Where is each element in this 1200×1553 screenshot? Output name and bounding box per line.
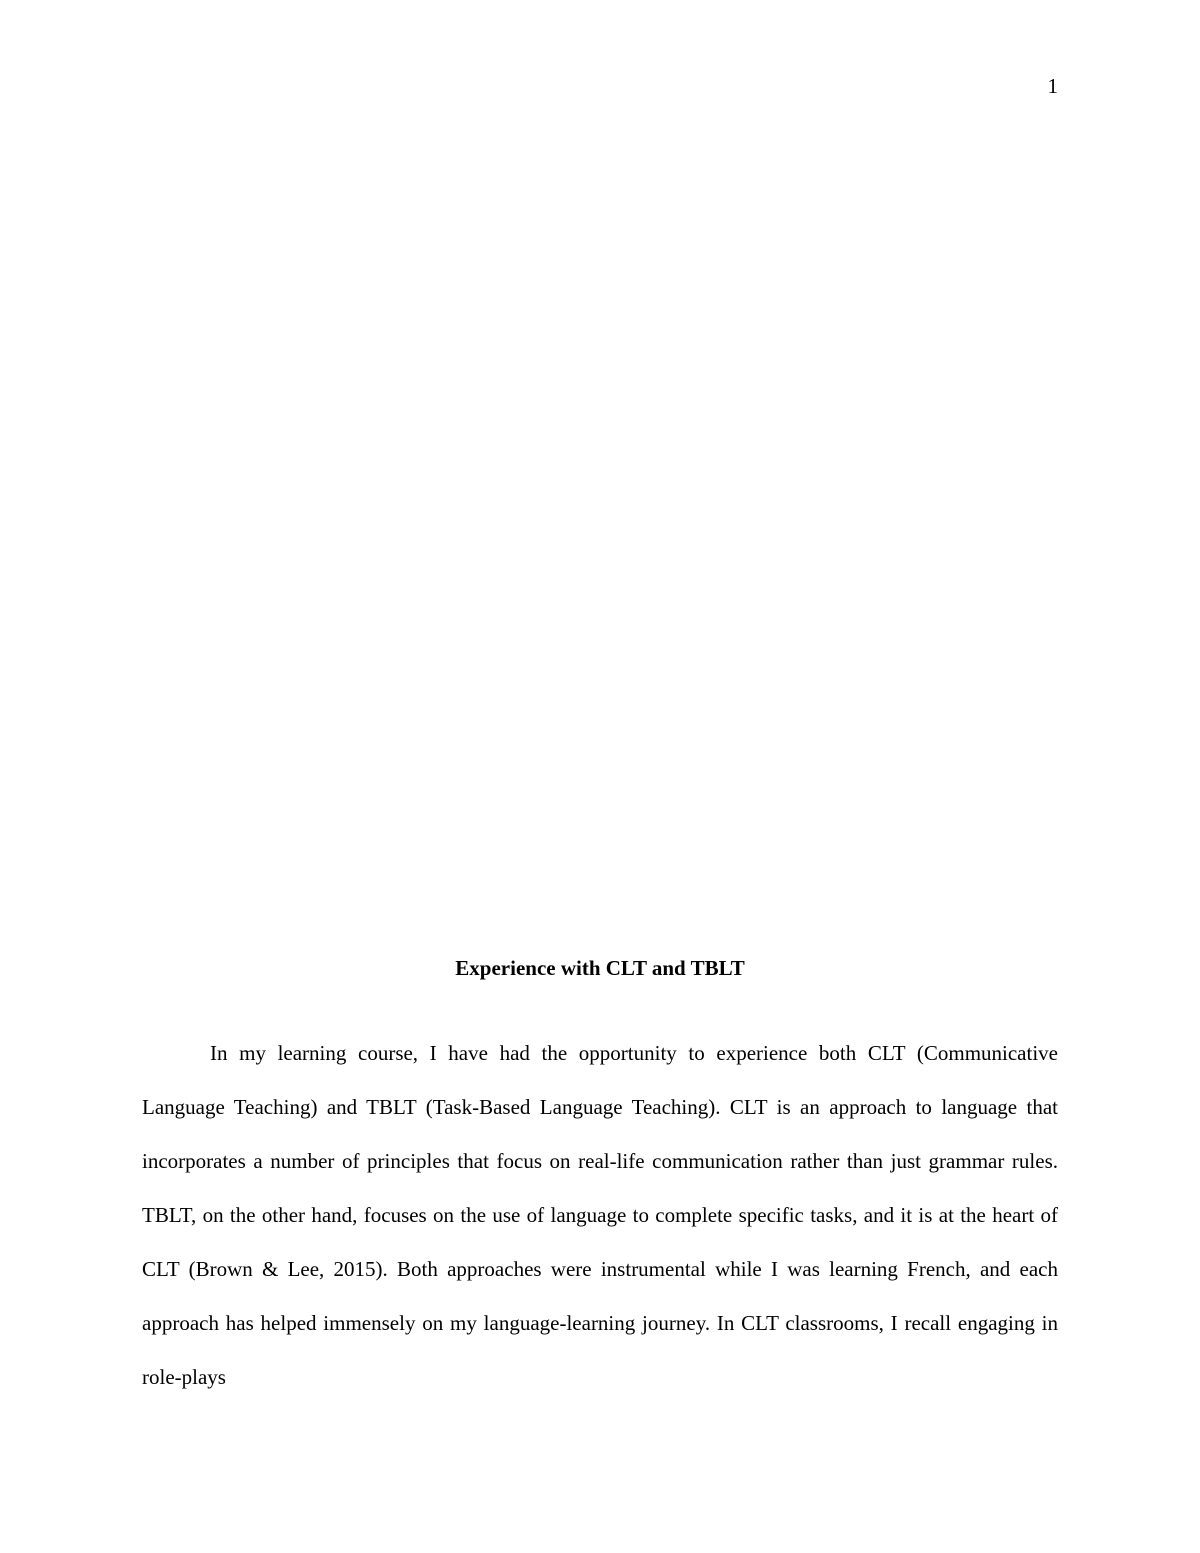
- page-number: 1: [1047, 74, 1058, 98]
- body-paragraph: In my learning course, I have had the opportunity to experience both CLT (Communicative Language Teaching) and TBLT (Task-Based Language Teaching). CLT is an approach to language that incorporates a number of principles that focus on real-life communication rather than just grammar rules. TBLT, on the other hand, focuses on the use of language to complete specific tasks, and it is at the heart of CLT (Brown & Lee, 2015). Both approaches were instrumental while I was learning French, and each approach has helped immensely on my language-learning journey. In CLT classrooms, I recall engaging in role-plays: [142, 1041, 1058, 1389]
- document-title: Experience with CLT and TBLT: [455, 956, 745, 980]
